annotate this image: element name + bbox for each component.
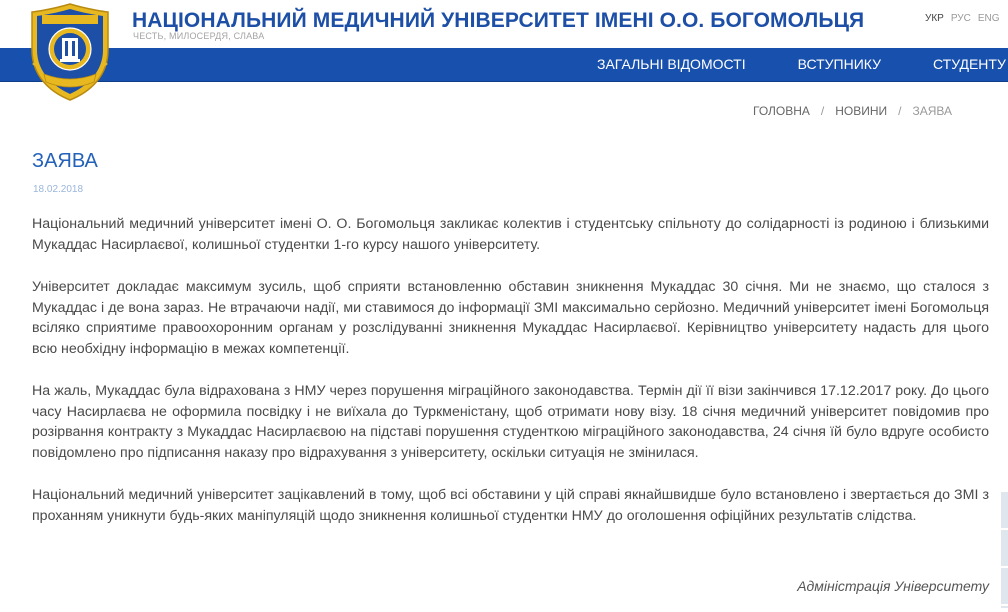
breadcrumb <box>753 104 952 118</box>
lang-ukr[interactable]: УКР <box>925 13 944 24</box>
nav-applicant[interactable]: ВСТУПНИКУ <box>797 56 881 72</box>
site-header <box>0 0 1008 48</box>
main-navigation <box>0 48 1008 82</box>
site-title[interactable]: НАЦІОНАЛЬНИЙ МЕДИЧНИЙ УНІВЕРСИТЕТ ІМЕНІ О.О. БОГОМОЛЬЦЯ <box>132 9 865 32</box>
article-paragraph: Національний медичний університет імені О. О. Богомольця закликає колектив і студентську спільноту до солідарності із родиною і близькими Мукаддас Насирлаєвої, колишньої студентки 1-го курсу нашого університету. <box>32 216 989 253</box>
publication-date: 18.02.2018 <box>33 184 84 195</box>
article-body <box>32 214 989 548</box>
breadcrumb-separator: / <box>820 104 825 118</box>
breadcrumb-separator: / <box>898 104 902 118</box>
side-share-panel[interactable] <box>1001 492 1008 608</box>
article-paragraph: На жаль, Мукаддас була відрахована з НМУ через порушення міграційного законодавства. Термін дії її візи закінчився 17.12.2017 року. До цього часу Насирлаєва не оформила посвідку і не виїхала до Туркменістану, щоб отримати нову візу. 18 січня медичний університет повідомив про розірвання контракту з Мукаддас Насирлаєвою на підставі порушення студенткою міграційного законодавства, 24 січня їй було вдруге особисто повідомлено про підписання наказу про відрахування з університету, оскільки ситуація не змінилася. <box>32 383 989 461</box>
article-paragraph: Національний медичний університет зацікавлений в тому, щоб всі обставини у цій справі якнайшвидше було встановлено і звертається до ЗМІ з проханням уникнути будь-яких маніпуляцій щодо зникнення колишньої студентки НМУ до оголошення офіційних результатів слідства. <box>32 487 989 524</box>
language-switcher <box>925 13 1007 24</box>
lang-rus[interactable]: РУС <box>950 13 971 24</box>
nav-general-info[interactable]: ЗАГАЛЬНІ ВІДОМОСТІ <box>597 56 746 72</box>
article-paragraph: Університет докладає максимум зусиль, щоб сприяти встановленню обставин зникнення Мукаддас 30 січня. Ми не знаємо, що сталося з Мукаддас і де вона зараз. Не втрачаючи надії, ми ставимося до інформації ЗМІ максимально серйозно. Медичний університет імені Богомольця всіляко сприятиме правоохоронним органам у розслідуванні зникнення Мукаддас Насирлаєвої. Керівництво університету надасть для цього всю необхідну інформацію в межах компетенції. <box>32 279 989 357</box>
breadcrumb-home[interactable]: ГОЛОВНА <box>753 104 810 118</box>
crest-icon <box>28 2 112 102</box>
side-panel-tab[interactable] <box>1001 492 1008 530</box>
site-motto: ЧЕСТЬ, МИЛОСЕРДЯ, СЛАВА <box>133 31 265 41</box>
breadcrumb-current: ЗАЯВА <box>912 104 953 118</box>
university-crest-logo[interactable] <box>28 2 112 102</box>
article-signature: Адміністрація Університету <box>797 578 989 594</box>
nav-student[interactable]: СТУДЕНТУ <box>933 56 1006 72</box>
side-panel-tab[interactable] <box>1001 530 1008 568</box>
lang-eng[interactable]: ENG <box>977 13 1000 24</box>
side-panel-tab[interactable] <box>1001 568 1008 606</box>
breadcrumb-news[interactable]: НОВИНИ <box>835 104 888 118</box>
page-title: ЗАЯВА <box>32 150 98 172</box>
